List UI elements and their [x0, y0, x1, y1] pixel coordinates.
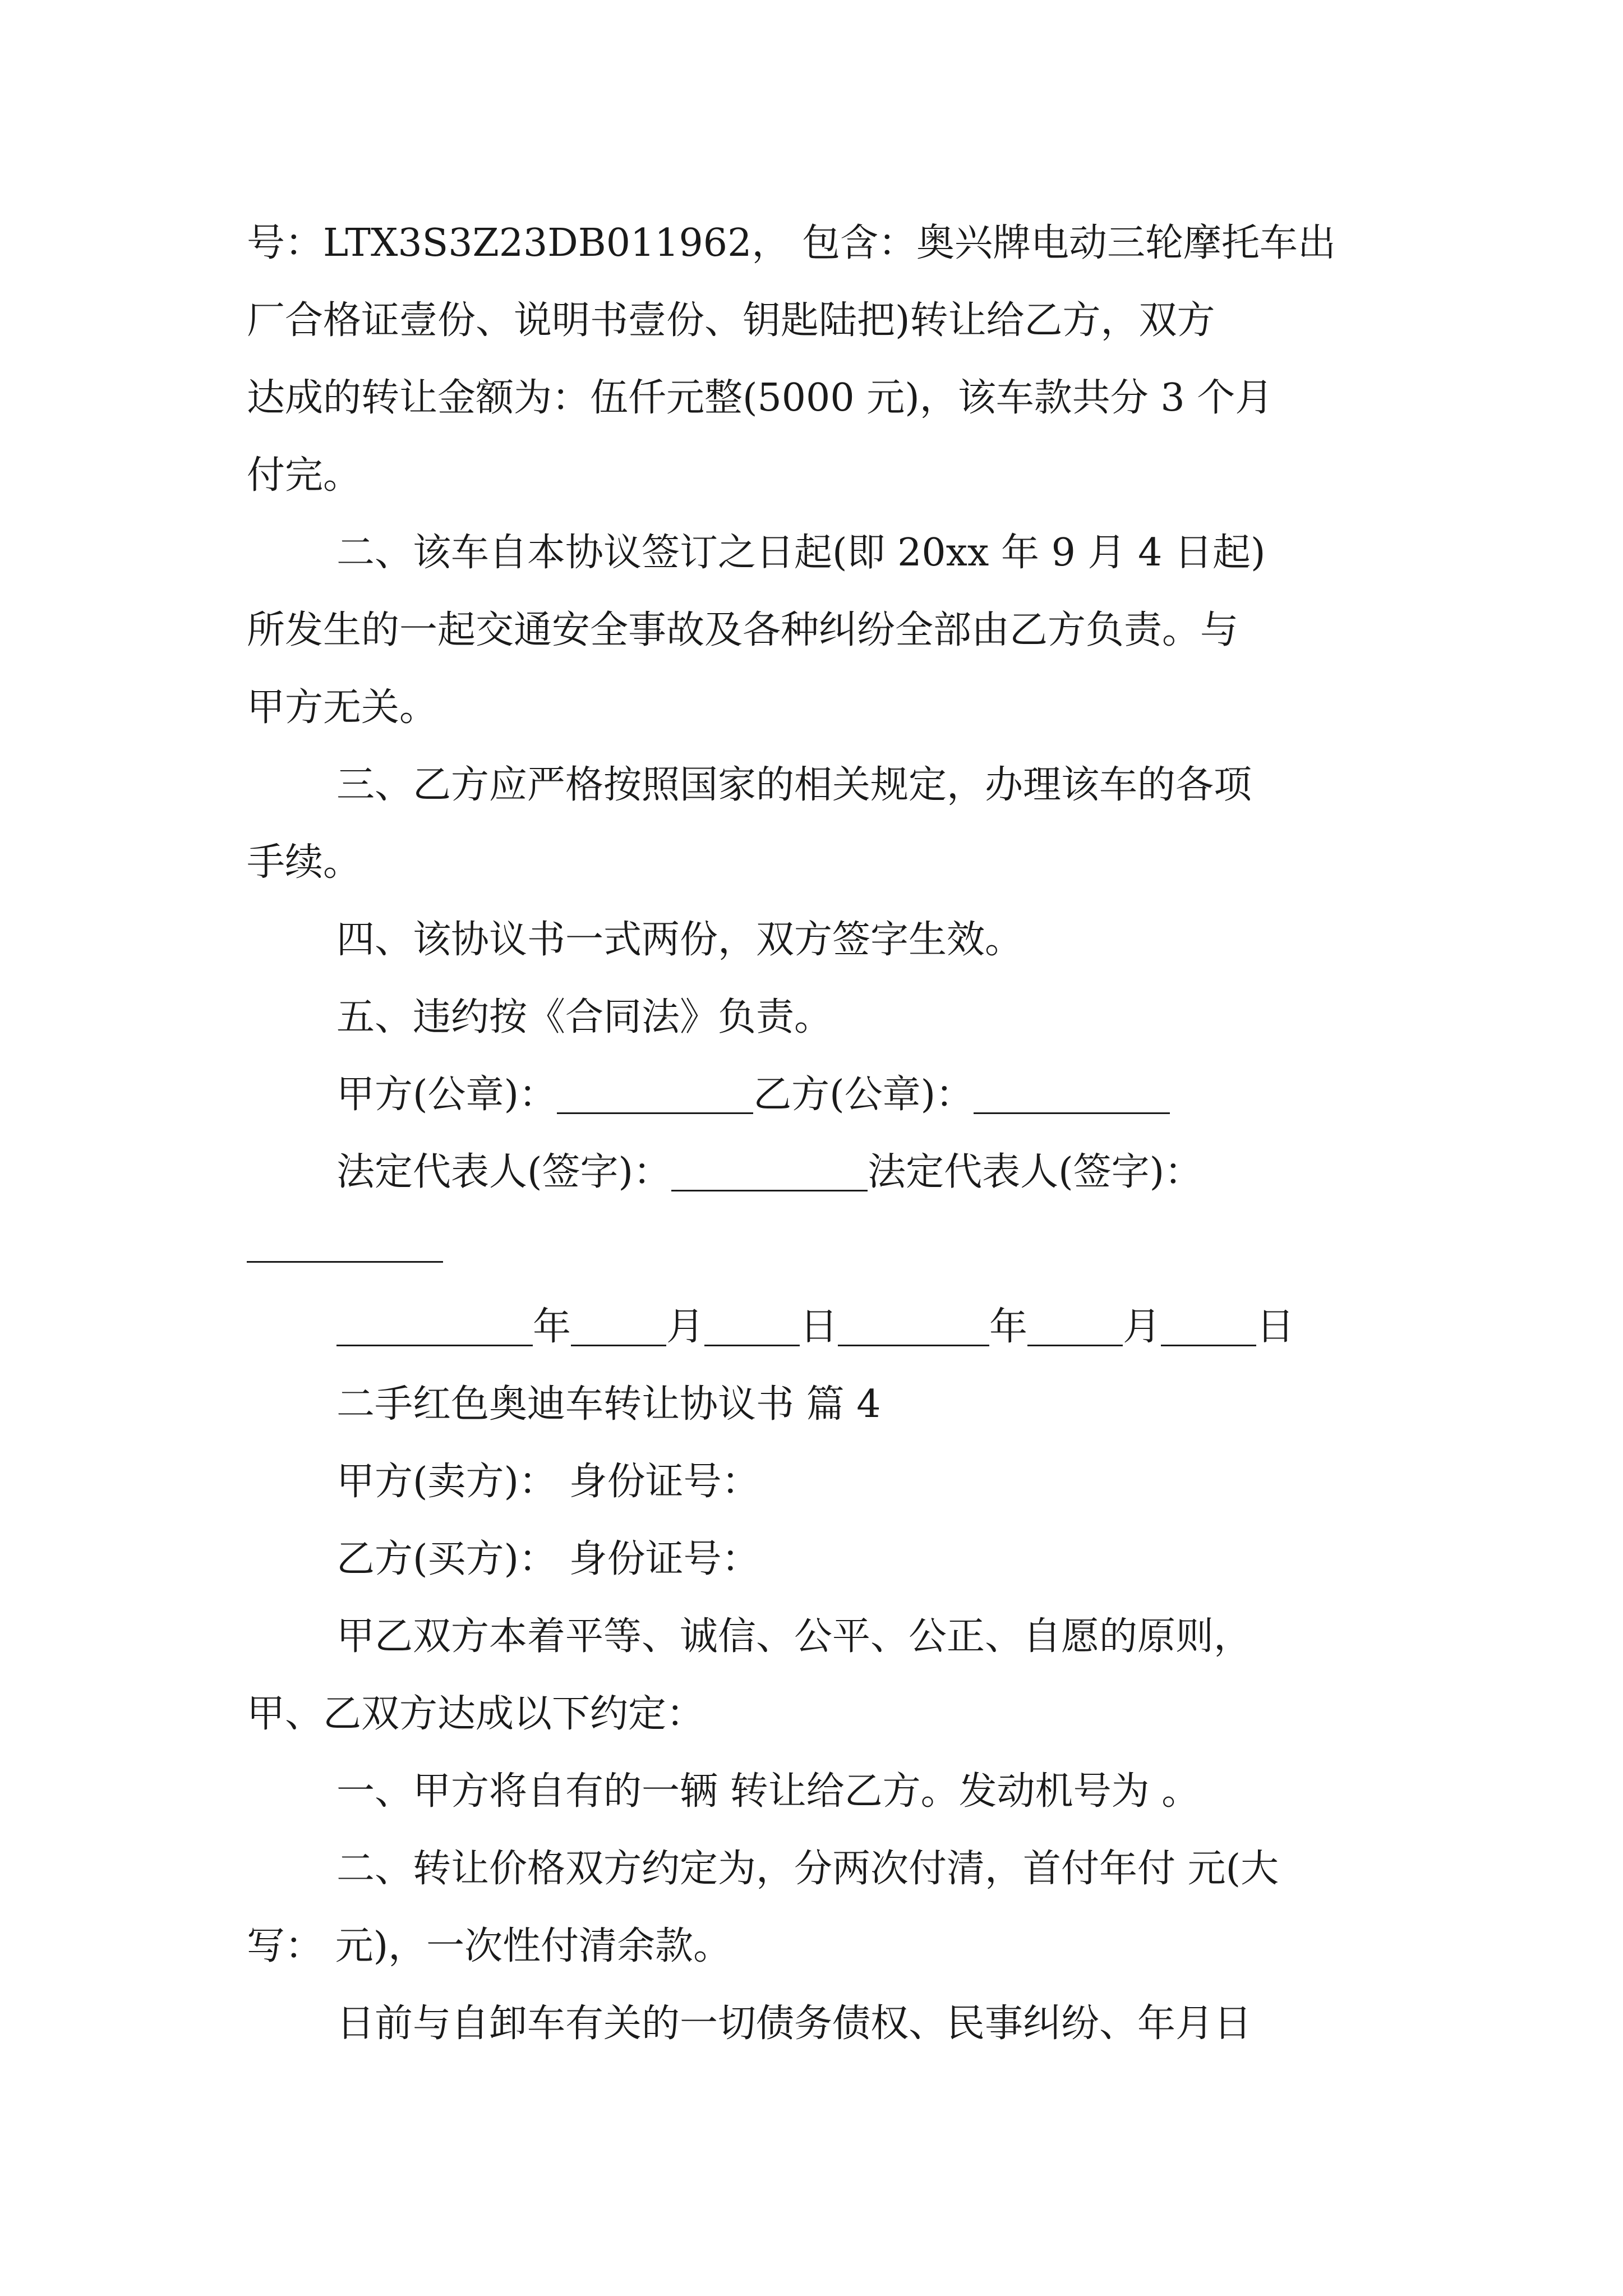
text-line-3: 达成的转让金额为：伍仟元整(5000 元)，该车款共分 3 个月 — [247, 376, 1274, 420]
clause-2-line-2: 所发生的一起交通安全事故及各种纠纷全部由乙方负责。与 — [247, 608, 1239, 652]
date-a-month-blank — [571, 1310, 666, 1346]
party-b-seal-label: 乙方(公章)： — [753, 1073, 974, 1117]
date-a-day-blank — [704, 1310, 800, 1346]
date-line — [336, 1305, 1295, 1349]
preamble-line-1: 甲乙双方本着平等、诚信、公平、公正、自愿的原则， — [336, 1614, 1252, 1659]
date-b-year-label: 年 — [989, 1305, 1028, 1349]
rep-b-label: 法定代表人(签字)： — [868, 1150, 1203, 1194]
agreement-clause-3-line-1: 日前与自卸车有关的一切债务债权、民事纠纷、年月日 — [336, 2001, 1252, 2046]
date-a-year-blank — [336, 1310, 533, 1346]
date-b-day-label: 日 — [1256, 1305, 1295, 1349]
agreement-clause-2-line-2: 写： 元)，一次性付清余款。 — [247, 1924, 732, 1968]
seller-line: 甲方(卖方)： 身份证号： — [336, 1460, 760, 1504]
agreement-clause-2-line-1: 二、转让价格双方约定为，分两次付清，首付年付 元(大 — [336, 1847, 1279, 1891]
agreement-clause-1: 一、甲方将自有的一辆 转让给乙方。发动机号为 。 — [336, 1769, 1200, 1814]
rep-b-blank — [247, 1261, 443, 1263]
clause-3-line-2: 手续。 — [247, 840, 362, 885]
party-a-seal-blank — [557, 1078, 753, 1114]
party-b-seal-blank — [974, 1078, 1170, 1114]
buyer-line: 乙方(买方)： 身份证号： — [336, 1537, 760, 1581]
clause-4: 四、该协议书一式两份，双方签字生效。 — [336, 918, 1023, 962]
clause-3-line-1: 三、乙方应严格按照国家的相关规定，办理该车的各项 — [336, 763, 1252, 807]
date-b-day-blank — [1161, 1310, 1256, 1346]
rep-a-blank — [671, 1155, 868, 1191]
seal-line — [336, 1073, 1170, 1117]
date-b-year-blank — [838, 1310, 989, 1346]
section-4-heading: 二手红色奥迪车转让协议书 篇 4 — [336, 1382, 881, 1427]
clause-5: 五、违约按《合同法》负责。 — [336, 995, 833, 1039]
date-a-month-label: 月 — [666, 1305, 705, 1349]
representative-line — [336, 1150, 1203, 1194]
text-line-4: 付完。 — [247, 453, 362, 498]
rep-a-label: 法定代表人(签字)： — [336, 1150, 672, 1194]
date-b-month-label: 月 — [1123, 1305, 1161, 1349]
date-a-day-label: 日 — [800, 1305, 838, 1349]
preamble-line-2: 甲、乙双方达成以下约定： — [247, 1692, 705, 1736]
clause-2-line-3: 甲方无关。 — [247, 685, 438, 730]
party-a-seal-label: 甲方(公章)： — [336, 1073, 557, 1117]
date-a-year-label: 年 — [533, 1305, 571, 1349]
text-line-1: 号：LTX3S3Z23DB011962， 包含：奥兴牌电动三轮摩托车出 — [247, 221, 1336, 265]
text-line-2: 厂合格证壹份、说明书壹份、钥匙陆把)转让给乙方，双方 — [247, 298, 1215, 343]
date-b-month-blank — [1027, 1310, 1123, 1346]
clause-2-line-1: 二、该车自本协议签订之日起(即 20xx 年 9 月 4 日起) — [336, 531, 1266, 575]
